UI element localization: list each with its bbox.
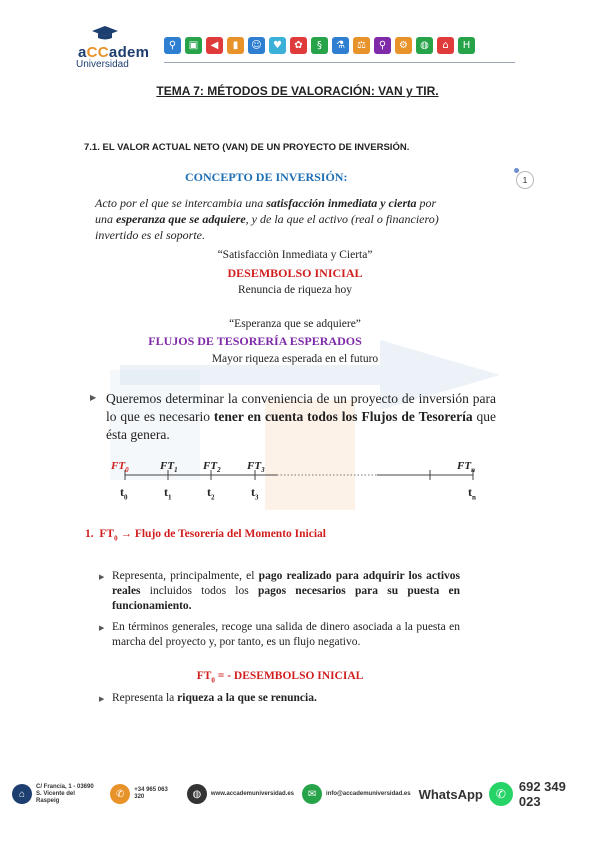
logo-subtitle: Universidad <box>76 59 129 70</box>
satisfaction-desc: Renuncia de riqueza hoy <box>238 284 352 296</box>
hope-quote: “Esperanza que se adquiere” <box>229 318 361 330</box>
footer-email[interactable]: info@accademuniversidad.es <box>326 790 411 797</box>
time-label-3: $t_3$ <box>251 485 259 502</box>
monitor-icon: ▣ <box>185 37 202 54</box>
bullet-renounce: Representa la riqueza a la que se renuncia. <box>112 692 317 704</box>
ft0-heading: 1. $FT_0$ → Flujo de Tesorería del Momento Inicial <box>85 528 326 543</box>
email-icon: ✉ <box>302 784 322 804</box>
chemistry-icon: ⚗ <box>332 37 349 54</box>
web-icon: ◍ <box>187 784 207 804</box>
chart-icon: ▮ <box>227 37 244 54</box>
bullet-outflow: En términos generales, recoge una salida de dinero asociada a la puesta en marcha del proyecto y, por tanto, es un flujo negativo. <box>112 621 460 648</box>
page-number: 1 <box>516 171 534 189</box>
scales-icon: ⚖ <box>353 37 370 54</box>
megaphone-icon: ◀ <box>206 37 223 54</box>
flow-label-3: $FT_3$ <box>247 460 265 475</box>
hospital-icon: H <box>458 37 475 54</box>
phone-icon: ✆ <box>110 784 130 804</box>
definition-text: Acto por el que se intercambia una satisfacción inmediata y cierta por una esperanza que se adquiere, y de la que el activo (real o financiero) invertido es el soporte. <box>95 196 439 242</box>
flow-label-n: $FT_n$ <box>457 460 475 475</box>
bullet-icon: ▶ <box>99 624 105 632</box>
time-label-2: $t_2$ <box>207 485 215 502</box>
heartbeat-icon: ♥ <box>269 37 286 54</box>
logo-text: aCCadem <box>78 44 150 61</box>
flow-label-1: $FT_1$ <box>160 460 178 475</box>
page-title: TEMA 7: MÉTODOS DE VALORACIÓN: VAN y TIR. <box>156 84 439 98</box>
bullet-icon: ▶ <box>99 695 105 703</box>
search-people-icon: ⚲ <box>164 37 181 54</box>
ft0-equation: $FT_0$ = - DESEMBOLSO INICIAL <box>196 670 364 685</box>
footer-address: C/ Francia, 1 - 03690 S. Vicente del Raspeig <box>36 783 94 804</box>
whatsapp-label: WhatsApp <box>418 786 483 802</box>
hope-desc: Mayor riqueza esperada en el futuro <box>211 353 379 365</box>
footer <box>12 781 587 807</box>
category-icon-row <box>164 37 475 54</box>
section-title: 7.1. EL VALOR ACTUAL NETO (VAN) DE UN PROYECTO DE INVERSIÓN. <box>84 142 410 153</box>
magnifier-icon: ⚲ <box>374 37 391 54</box>
flow-label-2: $FT_2$ <box>203 460 221 475</box>
concept-heading: CONCEPTO DE INVERSIÓN: <box>185 170 348 184</box>
time-label-0: $t_0$ <box>120 485 128 502</box>
dna-icon: § <box>311 37 328 54</box>
cash-flow-timeline <box>105 455 505 515</box>
bullet-payment: Representa, principalmente, el pago realizado para adquirir los activos reales incluidos todos los pagos necesarios para su puesta en funcionamiento. <box>112 570 460 612</box>
whatsapp-number[interactable]: 692 349 023 <box>518 779 566 809</box>
expected-flows-label: FLUJOS DE TESORERÍA ESPERADOS <box>148 334 362 348</box>
bullet-icon: ▶ <box>99 573 105 581</box>
group-icon: ☺ <box>248 37 265 54</box>
chef-icon: ✿ <box>290 37 307 54</box>
intro-paragraph: Queremos determinar la conveniencia de un proyecto de inversión para lo que es necesario tener en cuenta todos los Flujos de Tesorería que ésta genera. <box>106 391 496 442</box>
bullet-icon: ▶ <box>90 393 97 402</box>
bank-icon: ⌂ <box>437 37 454 54</box>
globe-icon: ◍ <box>416 37 433 54</box>
footer-phone[interactable]: +34 965 063 320 <box>134 787 168 800</box>
home-icon: ⌂ <box>12 784 32 804</box>
time-label-n: $t_n$ <box>468 485 476 502</box>
initial-outlay-label: DESEMBOLSO INICIAL <box>227 266 363 280</box>
satisfaction-quote: “Satisfacciòn Inmediata y Cierta” <box>217 249 373 261</box>
footer-web[interactable]: www.accademuniversidad.es <box>210 790 295 797</box>
graduation-cap-icon <box>92 26 118 40</box>
whatsapp-icon: ✆ <box>489 782 513 806</box>
flow-label-0: $FT_0$ <box>111 460 129 475</box>
gear-icon: ⚙ <box>395 37 412 54</box>
header-divider <box>164 62 515 63</box>
time-label-1: $t_1$ <box>164 485 172 502</box>
